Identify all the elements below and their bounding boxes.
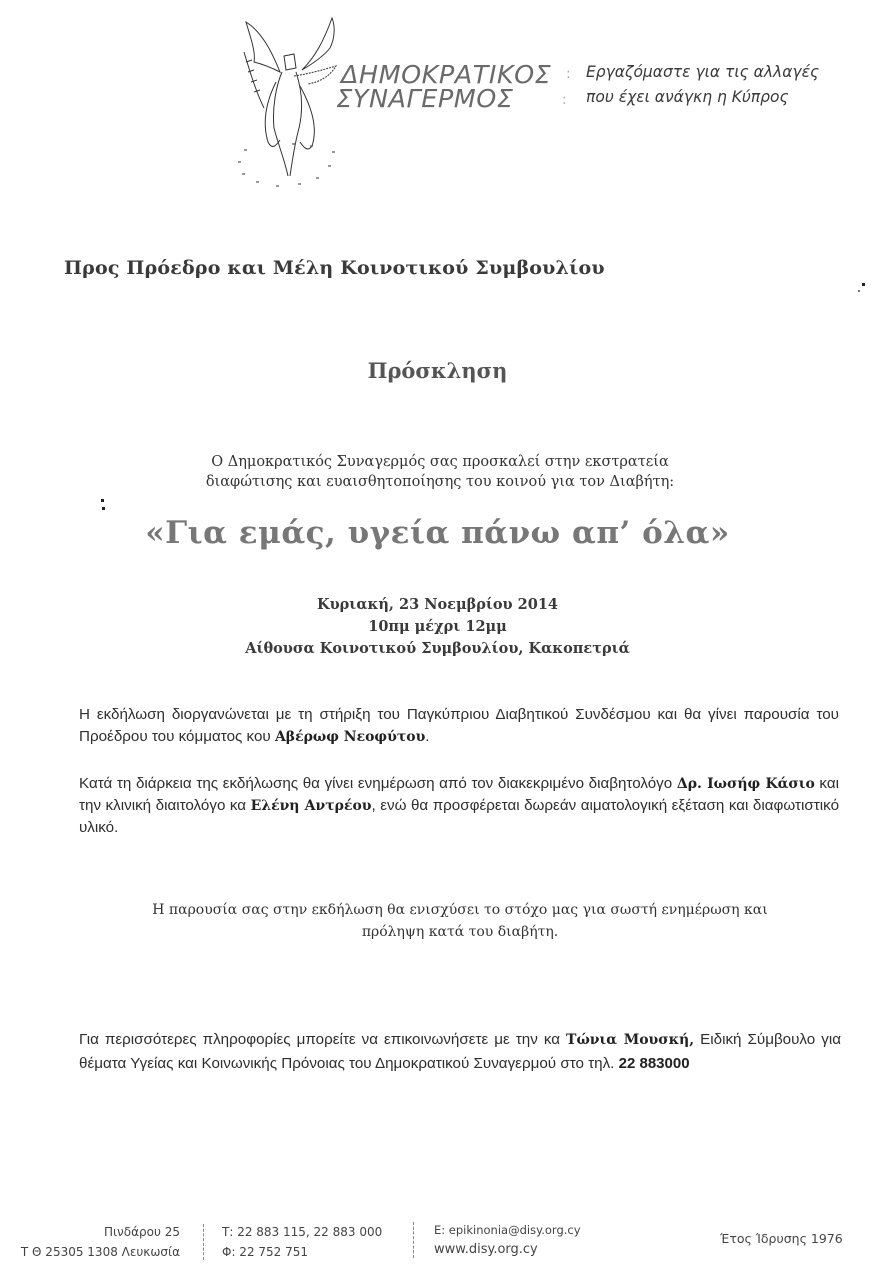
address-street: Πινδάρου 25 [103, 1225, 180, 1239]
campaign-title: «Για εμάς, υγεία πάνω απ’ όλα» [145, 515, 730, 551]
intro-line2: διαφώτισης και ευαισθητοποίησης του κοινού για τον Διαβήτη: [205, 474, 675, 490]
party-name-line2: ΣΥΝΑΓΕΡΜΟΣ [336, 84, 514, 113]
organized-text: Η εκδήλωση διοργανώνεται με τη στήριξη του Παγκύπριου Διαβητικού Συνδέσμου και θα γίνει παρουσία του Προέδρου του κόμματος κου [79, 706, 839, 745]
letterhead-separator: : [562, 92, 567, 108]
document-title: Πρόσκληση [367, 358, 508, 383]
footer-divider [413, 1222, 414, 1258]
event-details [0, 594, 875, 660]
logo-head [284, 54, 296, 70]
logo-right-wing [302, 18, 334, 70]
presence-line1: Η παρουσία σας στην εκδήλωση θα ενισχύσει το στόχο μας για σωστή ενημέρωση και [152, 902, 768, 918]
letterhead-separator: : [566, 66, 571, 82]
winged-victory-logo-icon [232, 12, 352, 188]
recipient-heading: Προς Πρόεδρο και Μέλη Κοινοτικού Συμβουλίου [64, 257, 605, 279]
contact-text1: Για περισσότερες πληροφορίες μπορείτε να επικοινωνήσετε με την κα [79, 1031, 567, 1048]
event-date: Κυριακή, 23 Νοεμβρίου 2014 [317, 596, 558, 613]
email-link[interactable]: Ε: epikinonia@disy.org.cy [434, 1223, 581, 1237]
address-po-box: Τ Θ 25305 1308 Λευκωσία [20, 1245, 180, 1259]
paragraph-presence [70, 899, 850, 943]
president-name: Αβέρωφ Νεοφύτου [274, 729, 426, 745]
presence-line2: πρόληψη κατά του διαβήτη. [361, 924, 559, 940]
intro-line1: Ο Δημοκρατικός Συναγερμός σας προσκαλεί στην εκστρατεία [211, 454, 669, 470]
footer-web [434, 1220, 581, 1260]
paragraph-contact [79, 1028, 841, 1076]
diabetologist-name: Δρ. Ιωσήφ Κάσιο [676, 776, 815, 792]
during-text1: Κατά τη διάρκεια της εκδήλωσης θα γίνει ενημέρωση από τον διακεκριμένο διαβητολόγο [79, 775, 677, 792]
intro-text [120, 452, 760, 492]
contact-phone: 22 883000 [618, 1055, 690, 1072]
logo-arm-cloth [294, 66, 336, 84]
scan-mark [102, 507, 105, 510]
event-venue: Αίθουσα Κοινοτικού Συμβουλίου, Κακοπετριά [245, 640, 630, 657]
paragraph-during-event [79, 773, 839, 839]
slogan-line1: Εργαζόμαστε για τις αλλαγές [586, 63, 820, 81]
party-name-line1: ΔΗΜΟΚΡΑΤΙΚΟΣ [340, 60, 552, 89]
logo-stars [238, 144, 335, 186]
founded-year: Έτος Ίδρυσης 1976 [720, 1231, 843, 1246]
slogan-line2: που έχει ανάγκη η Κύπρος [586, 88, 789, 106]
paragraph-organized [79, 704, 839, 748]
contact-text2: Ειδική Σύμβουλο για θέματα Υγείας και Κοινωνικής Πρόνοιας του Δημοκρατικού Συναγερμού στο τηλ. [79, 1031, 841, 1072]
contact-name: Τώνια Μουσκή, [566, 1032, 695, 1048]
footer-address [0, 1222, 180, 1262]
website-link[interactable]: www.disy.org.cy [434, 1242, 538, 1257]
during-text3: , ενώ θα προσφέρεται δωρεάν αιματολογική εξέταση και διαφωτιστικό υλικό. [79, 797, 840, 836]
logo-left-wing [246, 22, 280, 72]
logo-body [273, 72, 301, 176]
scan-mark [858, 290, 860, 292]
scan-mark [101, 499, 104, 502]
footer-divider [203, 1224, 204, 1260]
footer-phones [222, 1222, 382, 1262]
logo-drapery [265, 82, 314, 149]
event-time: 10πμ μέχρι 12μμ [368, 618, 507, 635]
organized-end: . [425, 728, 430, 745]
phone-numbers: Τ: 22 883 115, 22 883 000 [222, 1225, 383, 1239]
during-text2: και την κλινική διαιτολόγο κα [79, 775, 839, 814]
scan-mark [862, 283, 865, 286]
dietitian-name: Ελένη Αντρέου [250, 798, 372, 814]
fax-number: Φ: 22 752 751 [222, 1245, 309, 1259]
